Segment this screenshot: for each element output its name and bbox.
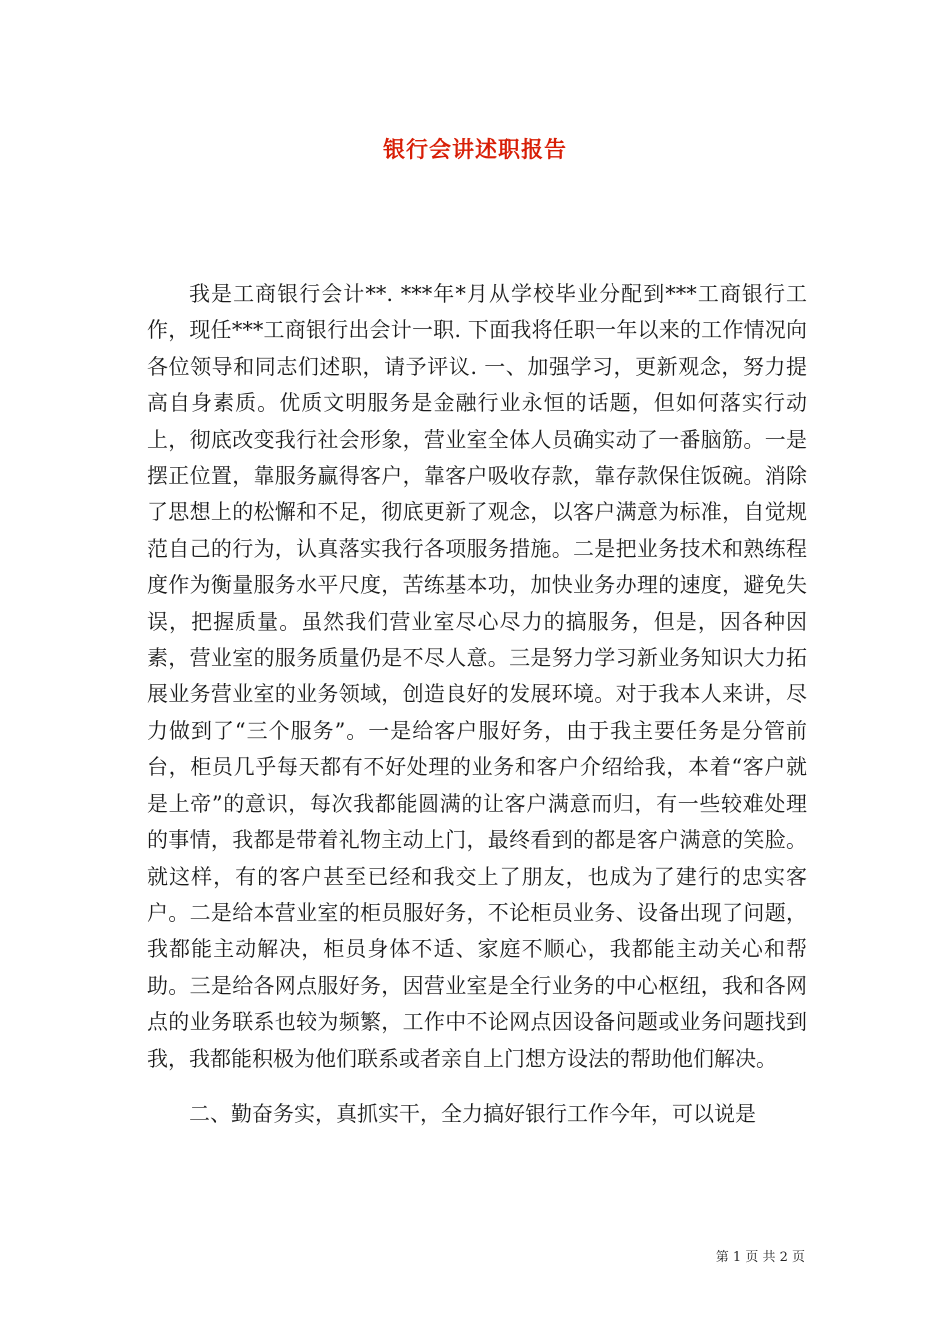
page-number: 第 1 页 共 2 页 [715,1250,805,1265]
paragraph-1: 我是工商银行会计**. ***年*月从学校毕业分配到***工商银行工作，现任***工商银行出会计一职. 下面我将任职一年以来的工作情况向各位领导和同志们述职，请予评议. 一、加强学习，更新观念，努力提高自身素质。优质文明服务是金融行业永恒的话题，但如何落实行动上，彻底改变我行社会形象，营业室全体人员确实动了一番脑筋。一是摆正位置，靠服务赢得客户，靠客户吸收存款，靠存款保住饭碗。消除了思想上的松懈和不足，彻底更新了观念，以客户满意为标准，自觉规范自己的行为，认真落实我行各项服务措施。二是把业务技术和熟练程度作为衡量服务水平尺度，苦练基本功，加快业务办理的速度，避免失误，把握质量。虽然我们营业室尽心尽力的搞服务，但是，因各种因素，营业室的服务质量仍是不尽人意。三是努力学习新业务知识大力拓展业务营业室的业务领域，创造良好的发展环境。对于我本人来讲，尽力做到了“三个服务”。一是给客户服好务，由于我主要任务是分管前台，柜员几乎每天都有不好处理的业务和客户介绍给我，本着“客户就是上帝”的意识，每次我都能圆满的让客户满意而归，有一些较难处理的事情，我都是带着礼物主动上门，最终看到的都是客户满意的笑脸。就这样，有的客户甚至已经和我交上了朋友，也成为了建行的忠实客户。二是给本营业室的柜员服好务，不论柜员业务、设备出现了问题，我都能主动解决，柜员身体不适、家庭不顺心，我都能主动关心和帮助。三是给各网点服好务，因营业室是全行业务的中心枢纽，我和各网点的业务联系也较为频繁，工作中不论网点因设备问题或业务问题找到我，我都能积极为他们联系或者亲自上门想方设法的帮助他们解决。 [147,282,807,1071]
page-title: 银行会讲述职报告 [382,137,567,163]
paragraph-2: 二、勤奋务实，真抓实干，全力搞好银行工作今年，可以说是 [189,1101,756,1126]
document-body [147,276,807,1132]
